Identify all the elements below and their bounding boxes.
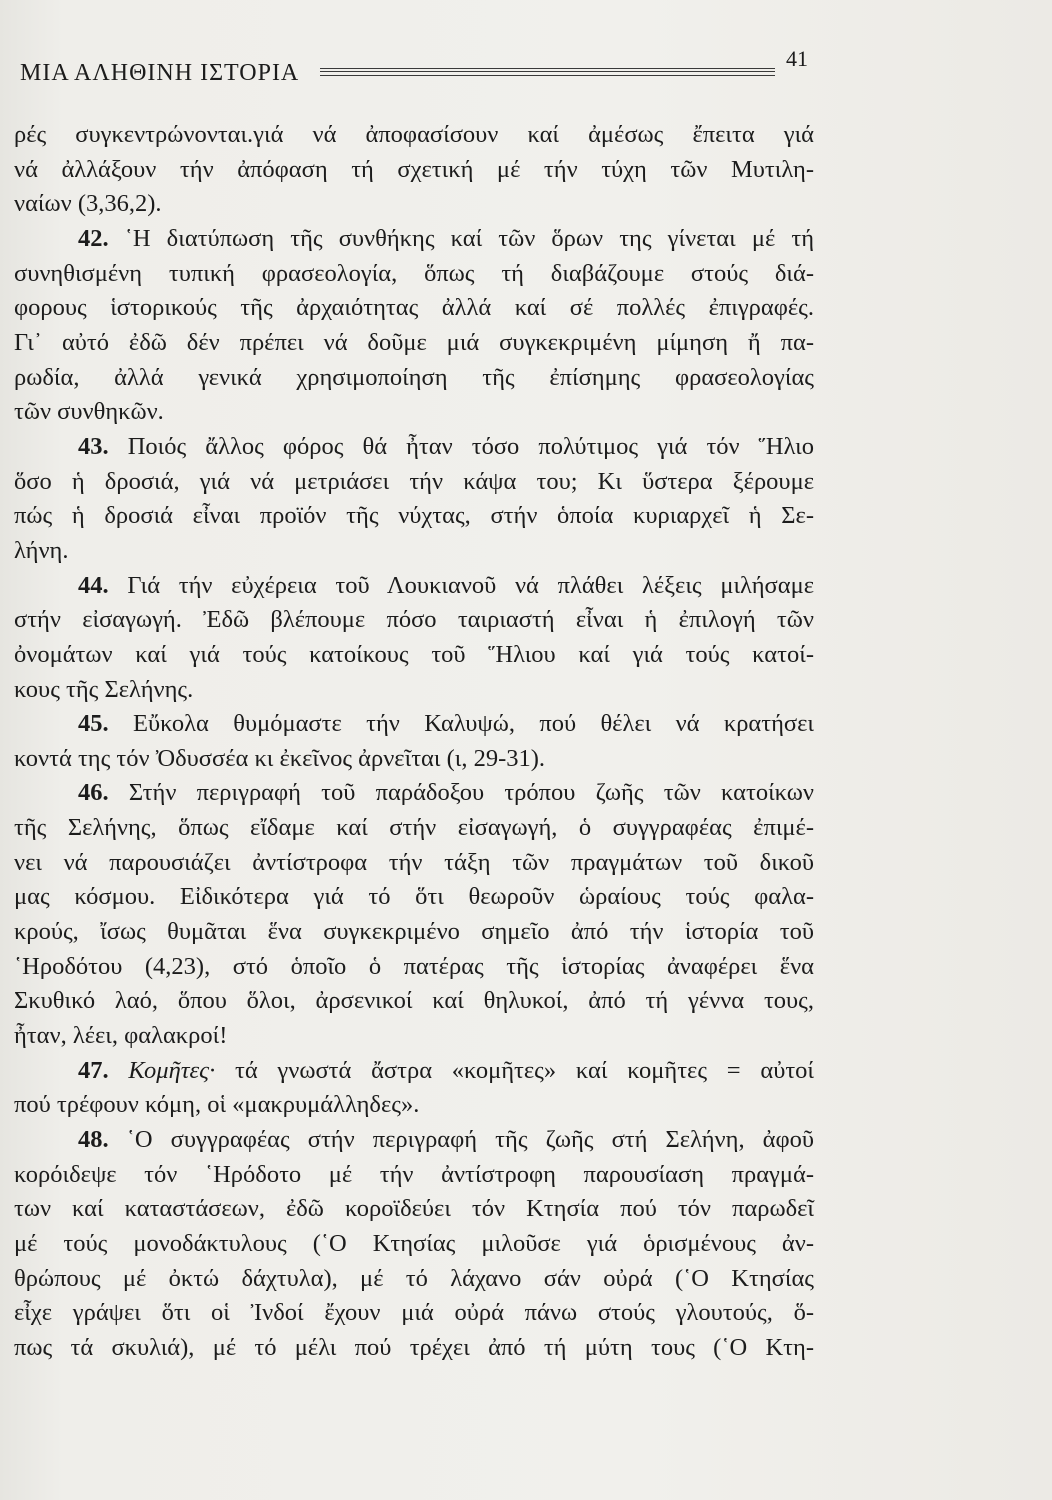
note-41-continuation <box>14 118 814 222</box>
note-number: 46. <box>78 779 109 807</box>
note-42 <box>14 222 814 430</box>
note-text: Εὔκολα θυμόμαστε τήν Καλυψώ, πού θέλει νά κρατήσει <box>132 710 814 738</box>
text-line: ὀνομάτων καί γιά τούς κατοίκους τοῦ Ἥλιου καί γιά τούς κατοί- <box>14 640 814 668</box>
header-rule <box>320 68 775 76</box>
note-number: 47. <box>78 1056 109 1084</box>
text-line: ὅσο ἡ δροσιά, γιά νά μετριάσει τήν κάψα του; Κι ὕστερα ξέρουμε <box>14 467 814 495</box>
note-46 <box>14 776 814 1053</box>
note-text: ῾Η διατύπωση τῆς συνθήκης καί τῶν ὅρων της γίνεται μέ τή <box>124 224 815 252</box>
text-line: κοντά της τόν Ὀδυσσέα κι ἐκεῖνος ἀρνεῖται (ι, 29-31). <box>14 744 546 772</box>
text-line: κρούς, ἴσως θυμᾶται ἕνα συγκεκριμένο σημεῖο ἀπό τήν ἱστορία τοῦ <box>14 918 814 946</box>
note-48 <box>14 1123 814 1366</box>
note-text: Γιά τήν εὐχέρεια τοῦ Λουκιανοῦ νά πλάθει λέξεις μιλήσαμε <box>127 571 814 599</box>
text-line: τῶν συνθηκῶν. <box>14 398 164 426</box>
text-line: εἶχε γράψει ὅτι οἱ Ἰνδοί ἔχουν μιά οὐρά πάνω στούς γλουτούς, ὅ- <box>14 1299 814 1327</box>
text-line: λήνη. <box>14 536 69 564</box>
text-line: τῆς Σελήνης, ὅπως εἴδαμε καί στήν εἰσαγωγή, ὁ συγγραφέας ἐπιμέ- <box>14 814 814 842</box>
note-text: ῾Ο συγγραφέας στήν περιγραφή τῆς ζωῆς στή Σελήνη, ἀφοῦ <box>126 1126 815 1154</box>
text-line: συνηθισμένη τυπική φρασεολογία, ὅπως τή διαβάζουμε στούς διά- <box>14 259 814 287</box>
note-first-line <box>14 222 814 257</box>
note-number: 45. <box>78 710 109 738</box>
note-45 <box>14 707 814 776</box>
note-number: 44. <box>78 571 109 599</box>
note-number: 48. <box>78 1126 109 1154</box>
text-line: κορόιδεψε τόν ῾Ηρόδοτο μέ τήν ἀντίστροφη παρουσίαση πραγμά- <box>14 1160 814 1188</box>
text-line: των καί καταστάσεων, ἐδῶ κοροϊδεύει τόν Κτησία πού τόν παρωδεῖ <box>14 1195 814 1223</box>
note-first-line <box>14 776 814 811</box>
note-text: τά γνωστά ἄστρα «κομῆτες» καί κομῆτες = αὐτοί <box>234 1056 815 1084</box>
note-text: Ποιός ἄλλος φόρος θά ἦταν τόσο πολύτιμος γιά τόν Ἥλιο <box>127 432 814 460</box>
text-line: ναίων (3,36,2). <box>14 190 162 218</box>
notes-body <box>14 118 814 1366</box>
page-header <box>20 46 810 96</box>
note-number: 42. <box>78 224 109 252</box>
text-line: φορους ἱστορικούς τῆς ἀρχαιότητας ἀλλά καί σέ πολλές ἐπιγραφές. <box>14 294 814 322</box>
note-first-line <box>14 707 814 742</box>
text-line: πώς ἡ δροσιά εἶναι προϊόν τῆς νύχτας, στήν ὁποία κυριαρχεῖ ἡ Σε- <box>14 502 814 530</box>
note-47 <box>14 1054 814 1123</box>
text-line: πως τά σκυλιά), μέ τό μέλι πού τρέχει ἀπό τή μύτη τους (῾Ο Κτη- <box>14 1333 814 1361</box>
note-first-line <box>14 569 814 604</box>
text-line: Σκυθικό λαό, ὅπου ὅλοι, ἀρσενικοί καί θηλυκοί, ἀπό τή γέννα τους, <box>14 987 814 1015</box>
text-line: ῾Ηροδότου (4,23), στό ὁποῖο ὁ πατέρας τῆς ἱστορίας ἀναφέρει ἕνα <box>14 952 814 980</box>
text-line: μας κόσμου. Εἰδικότερα γιά τό ὅτι θεωροῦν ὡραίους τούς φαλα- <box>14 883 814 911</box>
text-line: μέ τούς μονοδάκτυλους (῾Ο Κτησίας μιλοῦσε γιά ὁρισμένους ἀν- <box>14 1230 814 1257</box>
text-line: ρωδία, ἀλλά γενικά χρησιμοποίηση τῆς ἐπίσημης φρασεολογίας <box>14 363 814 391</box>
note-text: Στήν περιγραφή τοῦ παράδοξου τρόπου ζωῆς τῶν κατοίκων <box>128 779 815 807</box>
text-line: νει νά παρουσιάζει ἀντίστροφα τήν τάξη τῶν πραγμάτων τοῦ δικοῦ <box>14 848 814 876</box>
note-first-line <box>14 1054 814 1089</box>
note-term: Κομῆτες· <box>128 1056 216 1084</box>
note-first-line <box>14 1123 814 1158</box>
running-title: ΜΙΑ ΑΛΗΘΙΝΗ ΙΣΤΟΡΙΑ <box>20 60 300 86</box>
text-line: στήν εἰσαγωγή. Ἐδῶ βλέπουμε πόσο ταιριαστή εἶναι ἡ ἐπιλογή τῶν <box>14 606 814 634</box>
note-number: 43. <box>78 432 109 460</box>
note-first-line <box>14 430 814 465</box>
page-number: 41 <box>786 46 808 71</box>
text-line: θρώπους μέ ὀκτώ δάχτυλα), μέ τό λάχανο σάν οὐρά (῾Ο Κτησίας <box>14 1264 814 1292</box>
note-44 <box>14 569 814 708</box>
note-43 <box>14 430 814 569</box>
text-line: ἦταν, λέει, φαλακροί! <box>14 1022 228 1050</box>
text-line: ρές συγκεντρώνονται.γιά νά ἀποφασίσουν καί ἀμέσως ἔπειτα γιά <box>14 121 814 148</box>
text-line: κους τῆς Σελήνης. <box>14 675 194 703</box>
text-line: Γι᾽ αὐτό ἐδῶ δέν πρέπει νά δοῦμε μιά συγκεκριμένη μίμηση ἤ πα- <box>14 328 814 356</box>
text-line: νά ἀλλάξουν τήν ἀπόφαση τή σχετική μέ τήν τύχη τῶν Μυτιλη- <box>14 155 814 183</box>
text-line: πού τρέφουν κόμη, οἱ «μακρυμάλληδες». <box>14 1091 420 1119</box>
